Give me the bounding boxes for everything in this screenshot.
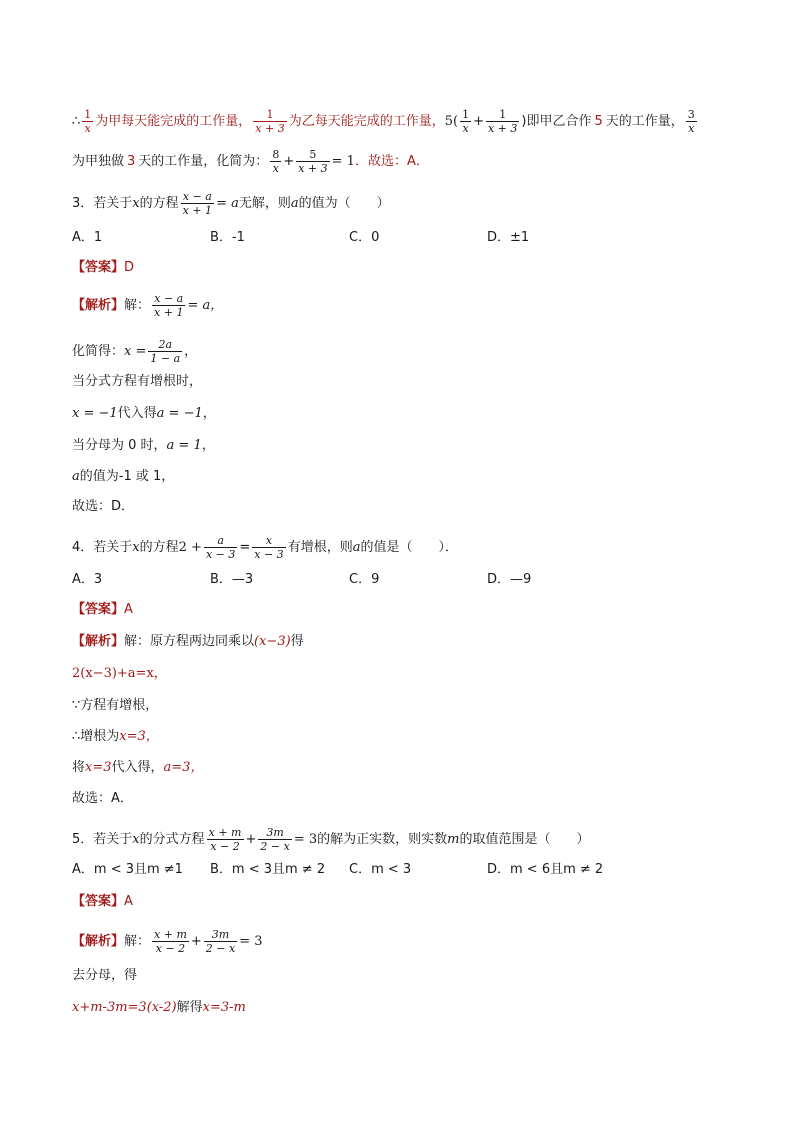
fraction: $\frac{1}{x}$: [462, 108, 470, 135]
q4-step-2: ∵方程有增根，: [72, 698, 159, 713]
text: 代入得，: [111, 760, 164, 775]
fraction: $\frac{x - a}{x + 1}$: [182, 190, 213, 217]
fraction: $\frac{3m}{2 - x}$: [205, 928, 236, 955]
text: 当分母为 0 时，: [72, 438, 167, 453]
fraction: $\frac{8}{x}$: [272, 148, 280, 175]
math: x=3，: [119, 729, 159, 744]
q4-option-b: B．—3: [210, 572, 254, 587]
text: 得: [290, 634, 304, 649]
text: 5．若关于: [72, 832, 133, 847]
plus: +: [190, 934, 202, 949]
text: 的分式方程: [139, 832, 205, 847]
text: 天的工作量，: [605, 114, 684, 129]
q5-option-a: A．m < 3且m ≠1: [72, 862, 183, 877]
q3-answer: [72, 258, 134, 278]
fraction-3-over-x: $\frac{3}{x}$: [687, 108, 695, 135]
math: a = −1: [156, 406, 203, 421]
therefore-symbol: ∴: [72, 114, 81, 129]
text: 解：原方程两边同乘以: [124, 634, 255, 649]
answer-value: A: [124, 894, 133, 909]
math: a=3，: [163, 760, 204, 775]
q4-option-a: A．3: [72, 572, 103, 587]
q3-step-4: [72, 436, 215, 456]
answer-label: 【答案】: [72, 260, 125, 275]
math: = 3: [239, 934, 263, 949]
text: 有增根，则: [287, 540, 353, 555]
math: 5(: [444, 114, 459, 129]
var: a: [352, 540, 361, 555]
fraction: $\frac{x + m}{x - 2}$: [208, 826, 242, 853]
question-5: [72, 826, 589, 853]
text: ，: [201, 438, 215, 453]
text: 3: [127, 154, 136, 169]
var: x: [132, 196, 140, 211]
q4-step-5: 故选：A．: [72, 791, 133, 806]
q5-option-c: C．m < 3: [349, 862, 412, 877]
q3-explanation: [72, 292, 223, 319]
text: 化简得：: [72, 344, 125, 359]
text: 为甲每天能完成的工作量，: [95, 114, 252, 129]
q5-step-1: 去分母，得: [72, 968, 138, 983]
fraction: $\frac{5}{x + 3}$: [298, 148, 328, 175]
var: a: [290, 196, 299, 211]
q5-explanation: [72, 928, 263, 955]
text: 的值是（ ）．: [360, 540, 458, 555]
math: a = 1: [166, 438, 202, 453]
q3-step-5: [72, 467, 174, 487]
math: (x−3): [254, 634, 291, 649]
text: 的取值范围是（ ）: [459, 832, 590, 847]
explanation-label: 【解析】: [72, 934, 125, 949]
q3-step-6: 故选：D．: [72, 499, 135, 514]
text: 的方程: [139, 196, 179, 211]
q3-option-c: C．0: [349, 230, 380, 245]
text: ，: [184, 344, 198, 359]
plus: +: [245, 832, 257, 847]
math: x=3: [85, 760, 112, 775]
q3-step-2: 当分式方程有增根时，: [72, 374, 203, 389]
math: x+m-3m=3(x-2): [72, 1000, 177, 1015]
q4-option-d: D．—9: [487, 572, 532, 587]
text: 3．若关于: [72, 196, 133, 211]
q4-answer: [72, 600, 133, 620]
q5-option-b: B．m < 3且m ≠ 2: [210, 862, 326, 877]
fraction-1-over-x-plus-3: $\frac{1}{x + 3}$: [255, 108, 285, 135]
q4-option-c: C．9: [349, 572, 380, 587]
fraction: $\frac{x - a}{x + 1}$: [154, 292, 184, 319]
fraction: $\frac{a}{x - 3}$: [205, 534, 236, 561]
var: m: [447, 832, 460, 847]
q5-answer: [72, 892, 133, 912]
var: x: [132, 540, 140, 555]
fraction: $\frac{2a}{1 - a}$: [150, 338, 181, 365]
text: 将: [72, 760, 86, 775]
math: = a: [216, 196, 239, 211]
text: 代入得: [117, 406, 157, 421]
text: 的值为（ ）: [298, 196, 390, 211]
q4-step-3: [72, 727, 159, 747]
q3-step-1: [72, 338, 197, 365]
math: x =: [124, 344, 147, 359]
text: 为乙每天能完成的工作量，: [288, 114, 445, 129]
math: = 3: [293, 832, 318, 847]
fraction: $\frac{1}{x + 3}$: [487, 108, 518, 135]
fraction: $\frac{x + m}{x - 2}$: [154, 928, 187, 955]
var: a: [72, 469, 80, 484]
q3-option-b: B．-1: [210, 230, 245, 245]
q2-line-2: [72, 148, 429, 175]
text: 为甲独做: [72, 154, 125, 169]
math: x = −1: [72, 406, 118, 421]
explanation-label: 【解析】: [72, 634, 125, 649]
q4-step-1: 2(x−3)+a=x，: [72, 666, 167, 681]
answer-label: 【答案】: [72, 894, 125, 909]
text: 无解，则: [238, 196, 291, 211]
question-3: [72, 190, 390, 217]
text: ，: [202, 406, 216, 421]
q3-option-d: D．±1: [487, 230, 530, 245]
text: 的值为-1 或 1，: [79, 469, 175, 484]
math: 2 +: [178, 540, 202, 555]
fraction: $\frac{x}{x - 3}$: [254, 534, 284, 561]
answer-value: A: [124, 602, 133, 617]
text: ．故选：A．: [354, 154, 429, 169]
fraction-1-over-x: $\frac{1}{x}$: [84, 108, 92, 135]
text: 4．若关于: [72, 540, 133, 555]
q2-line-1: [72, 108, 699, 135]
answer-value: D: [124, 260, 135, 275]
q5-option-d: D．m < 6且m ≠ 2: [487, 862, 604, 877]
answer-label: 【答案】: [72, 602, 125, 617]
equals: =: [239, 540, 251, 555]
q4-step-4: [72, 758, 203, 778]
var: x: [132, 832, 140, 847]
q5-step-2: [72, 998, 246, 1018]
q3-option-a: A．1: [72, 230, 103, 245]
explanation-label: 【解析】: [72, 298, 125, 313]
text: ∴增根为: [72, 729, 120, 744]
question-4: [72, 534, 458, 561]
plus: +: [473, 114, 484, 129]
text: 解：: [124, 298, 151, 313]
text: 的方程: [139, 540, 179, 555]
text: 的解为正实数，则实数: [317, 832, 448, 847]
text: )即甲乙合作: [521, 114, 592, 129]
text: 解得: [176, 1000, 203, 1015]
text: 天的工作量，化简为：: [138, 154, 269, 169]
text: 解：: [124, 934, 151, 949]
math: x=3-m: [202, 1000, 246, 1015]
math: = 1: [331, 154, 355, 169]
fraction: $\frac{3m}{2 - x}$: [260, 826, 290, 853]
q3-step-3: [72, 404, 216, 424]
q4-explanation: [72, 632, 304, 652]
plus: +: [283, 154, 295, 169]
text: 5: [594, 114, 603, 129]
math: = a，: [187, 298, 224, 313]
